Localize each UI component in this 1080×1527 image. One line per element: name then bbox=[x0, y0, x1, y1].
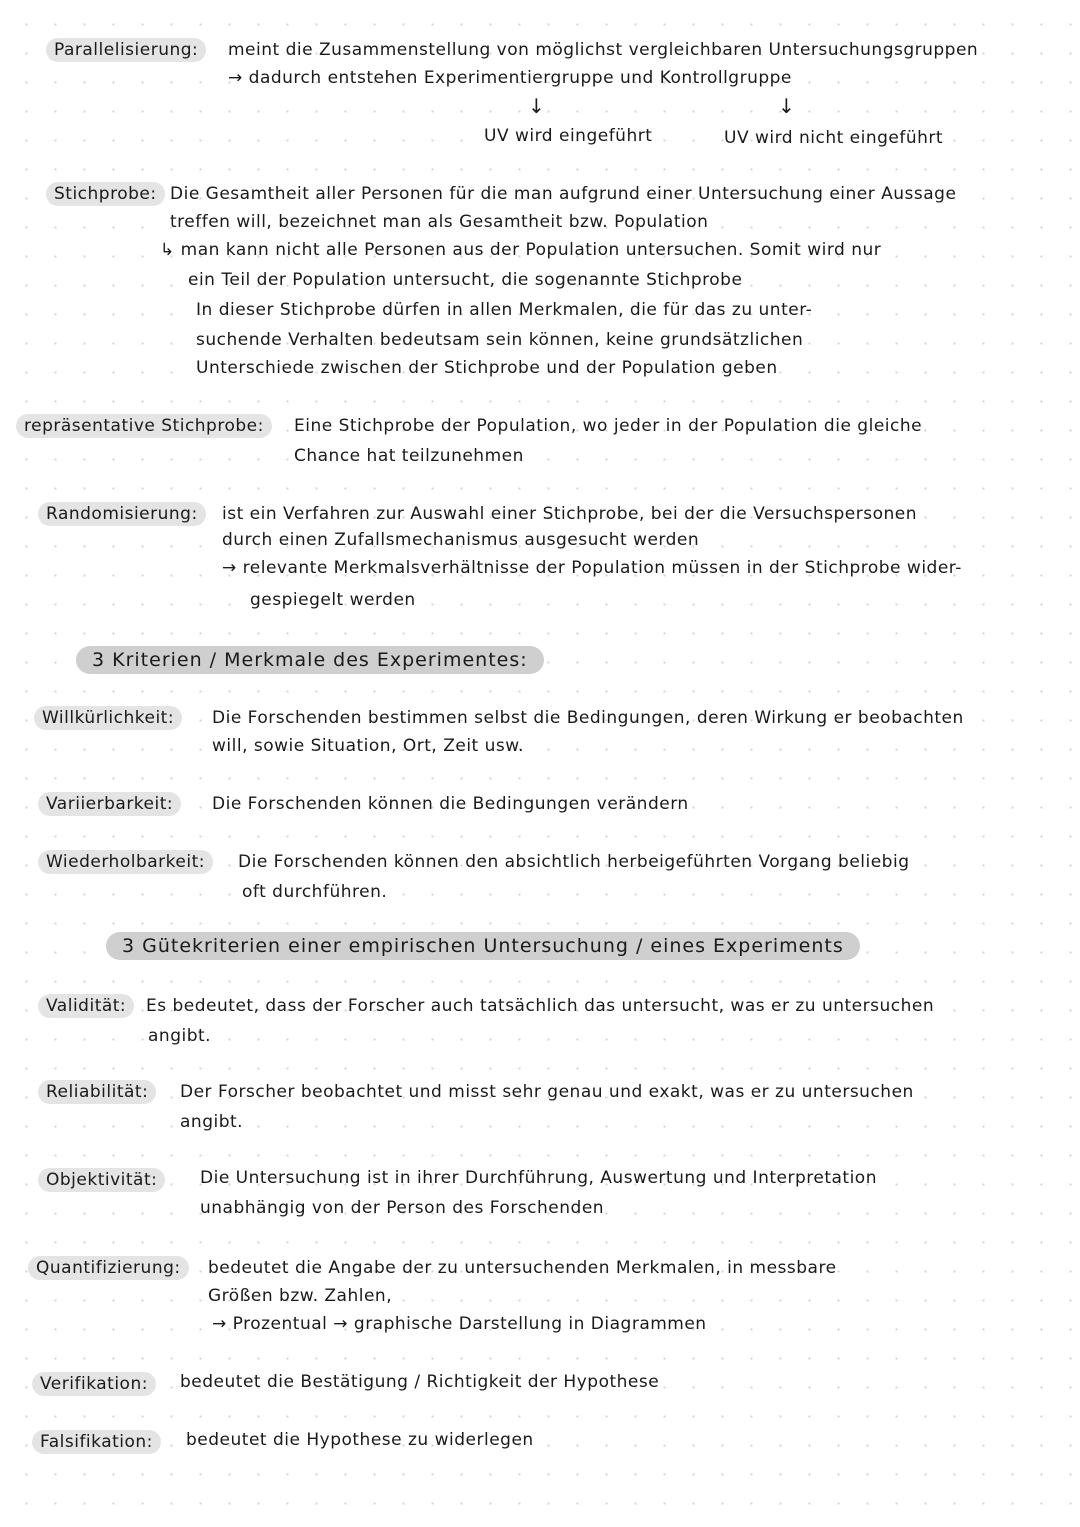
text-line: ein Teil der Population untersucht, die sogenannte Stichprobe bbox=[188, 270, 743, 290]
text-line: treffen will, bezeichnet man als Gesamtheit bzw. Population bbox=[170, 212, 709, 232]
text-line: Die Forschenden können den absichtlich herbeigeführten Vorgang beliebig bbox=[238, 852, 910, 872]
text-line: Die Gesamtheit aller Personen für die man aufgrund einer Untersuchung einer Aussage bbox=[170, 184, 957, 204]
term-stichprobe: Stichprobe: bbox=[46, 182, 165, 206]
text-line: bedeutet die Angabe der zu untersuchenden Merkmalen, in messbare bbox=[208, 1258, 837, 1278]
text-line: angibt. bbox=[148, 1026, 212, 1046]
text-line: Die Forschenden bestimmen selbst die Bedingungen, deren Wirkung er beobachten bbox=[212, 708, 964, 728]
text-line: bedeutet die Bestätigung / Richtigkeit der Hypothese bbox=[180, 1372, 660, 1392]
term-objektivitaet: Objektivität: bbox=[38, 1168, 165, 1192]
text-line: → relevante Merkmalsverhältnisse der Population müssen in der Stichprobe wider- bbox=[222, 558, 962, 578]
term-willkuerlichkeit: Willkürlichkeit: bbox=[34, 706, 182, 730]
term-reliabilitaet: Reliabilität: bbox=[38, 1080, 156, 1104]
text-line: Chance hat teilzunehmen bbox=[294, 446, 524, 466]
text-line: suchende Verhalten bedeutsam sein können, keine grundsätzlichen bbox=[196, 330, 804, 350]
term-randomisierung: Randomisierung: bbox=[38, 502, 206, 526]
term-parallelisierung: Parallelisierung: bbox=[46, 38, 206, 62]
text-line: bedeutet die Hypothese zu widerlegen bbox=[186, 1430, 534, 1450]
text-line: Größen bzw. Zahlen, bbox=[208, 1286, 393, 1306]
text-line: will, sowie Situation, Ort, Zeit usw. bbox=[212, 736, 524, 756]
text-line: Eine Stichprobe der Population, wo jeder in der Population die gleiche bbox=[294, 416, 923, 436]
text-line: Die Untersuchung ist in ihrer Durchführung, Auswertung und Interpretation bbox=[200, 1168, 877, 1188]
text-line: ist ein Verfahren zur Auswahl einer Stichprobe, bei der die Versuchspersonen bbox=[222, 504, 918, 524]
text-line: In dieser Stichprobe dürfen in allen Merkmalen, die für das zu unter- bbox=[196, 300, 813, 320]
text-line: Unterschiede zwischen der Stichprobe und der Population geben bbox=[196, 358, 778, 378]
text-line: gespiegelt werden bbox=[250, 590, 416, 610]
text-line: Die Forschenden können die Bedingungen verändern bbox=[212, 794, 689, 814]
text-line: → Prozentual → graphische Darstellung in Diagrammen bbox=[212, 1314, 707, 1334]
text-line: → dadurch entstehen Experimentiergruppe und Kontrollgruppe bbox=[228, 68, 792, 88]
text-line: Es bedeutet, dass der Forscher auch tatsächlich das untersucht, was er zu untersuchen bbox=[146, 996, 935, 1016]
text-line: Der Forscher beobachtet und misst sehr genau und exakt, was er zu untersuchen bbox=[180, 1082, 914, 1102]
arrow-down-icon: ↓ bbox=[778, 94, 795, 118]
text-experimental: UV wird eingeführt bbox=[484, 126, 653, 146]
text-line: meint die Zusammenstellung von möglichst vergleichbaren Untersuchungsgruppen bbox=[228, 40, 979, 60]
heading-kriterien: 3 Kriterien / Merkmale des Experimentes: bbox=[76, 646, 544, 674]
term-verifikation: Verifikation: bbox=[32, 1372, 156, 1396]
term-wiederholbarkeit: Wiederholbarkeit: bbox=[38, 850, 213, 874]
term-quantifizierung: Quantifizierung: bbox=[28, 1256, 189, 1280]
arrow-down-icon: ↓ bbox=[528, 94, 545, 118]
term-variierbarkeit: Variierbarkeit: bbox=[38, 792, 181, 816]
text-line: durch einen Zufallsmechanismus ausgesucht werden bbox=[222, 530, 700, 550]
heading-guetekriterien: 3 Gütekriterien einer empirischen Untersuchung / eines Experiments bbox=[106, 932, 860, 960]
text-line: angibt. bbox=[180, 1112, 244, 1132]
term-falsifikation: Falsifikation: bbox=[32, 1430, 161, 1454]
text-line: ↳ man kann nicht alle Personen aus der Population untersuchen. Somit wird nur bbox=[160, 240, 882, 260]
text-line: oft durchführen. bbox=[242, 882, 388, 902]
text-line: unabhängig von der Person des Forschenden bbox=[200, 1198, 605, 1218]
term-validitaet: Validität: bbox=[38, 994, 134, 1018]
term-repraesentativ: repräsentative Stichprobe: bbox=[16, 414, 272, 438]
text-control: UV wird nicht eingeführt bbox=[724, 128, 944, 148]
